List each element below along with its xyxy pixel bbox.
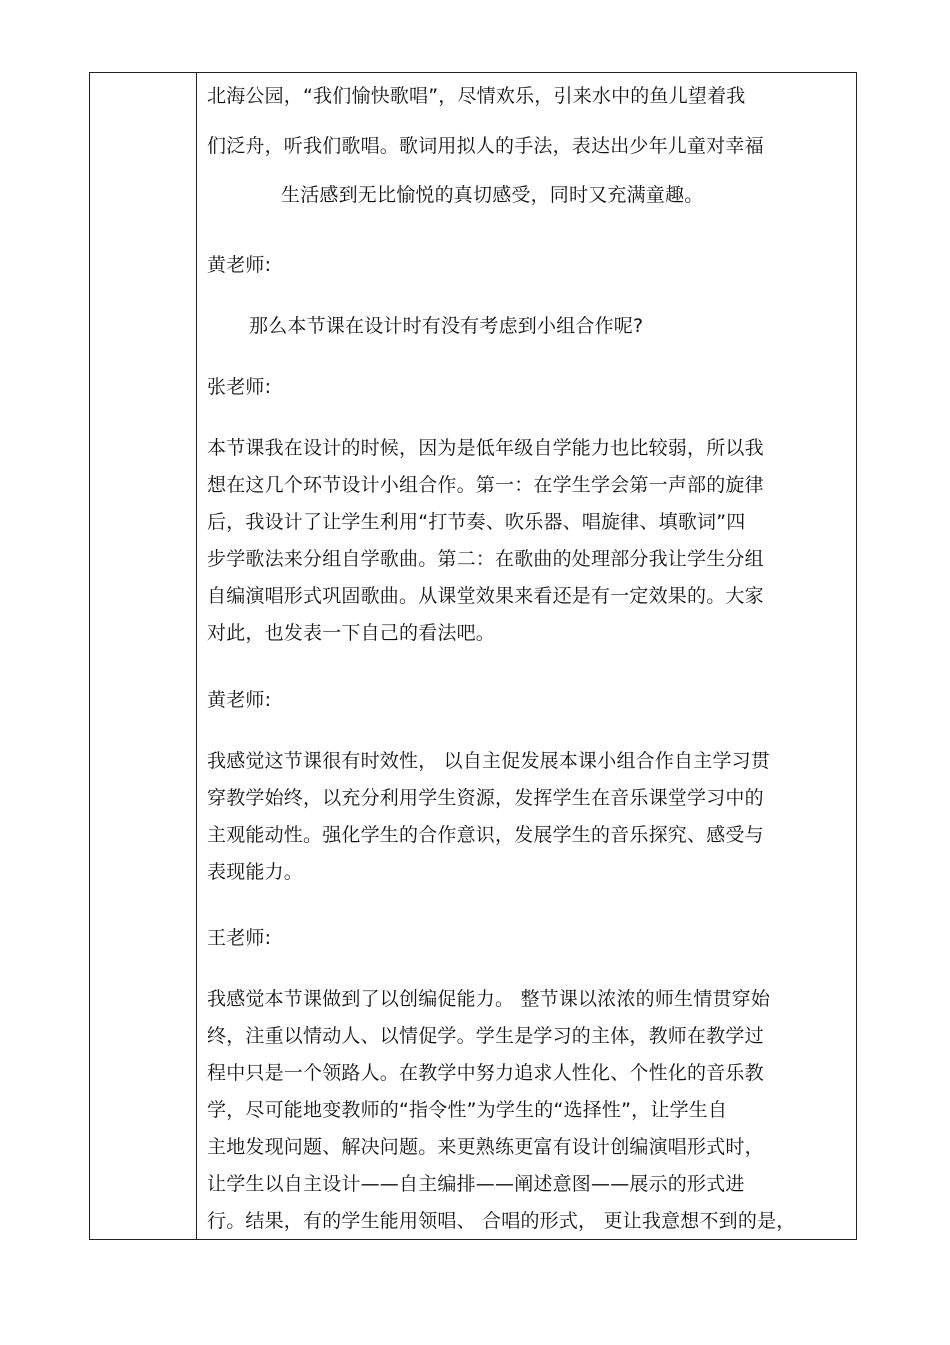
- text-line: 生活感到无比愉悦的真切感受，同时又充满童趣。: [281, 184, 704, 206]
- text-line: 主地发现问题、解决问题。来更熟练更富有设计创编演唱形式时，: [207, 1136, 764, 1158]
- text-line: 我感觉这节课很有时效性， 以自主促发展本课小组合作自主学习贯: [207, 750, 771, 772]
- speaker-label: 黄老师:: [207, 254, 272, 276]
- column-divider: [196, 72, 197, 1240]
- text-line: 让学生以自主设计——自主编排——阐述意图——展示的形式进: [207, 1173, 745, 1195]
- text-line: 本节课我在设计的时候，因为是低年级自学能力也比较弱，所以我: [207, 437, 764, 459]
- text-line: 行。结果，有的学生能用领唱、 合唱的形式， 更让我意想不到的是，: [207, 1210, 796, 1232]
- text-line: 后，我设计了让学生利用“打节奏、吹乐器、唱旋律、填歌词”四: [207, 511, 746, 533]
- text-line: 那么本节课在设计时有没有考虑到小组合作呢?: [249, 315, 644, 337]
- text-line: 终，注重以情动人、以情促学。学生是学习的主体，教师在教学过: [207, 1025, 764, 1047]
- speaker-label: 黄老师:: [207, 689, 272, 711]
- text-line: 想在这几个环节设计小组合作。第一：在学生学会第一声部的旋律: [207, 474, 764, 496]
- text-line: 穿教学始终，以充分利用学生资源，发挥学生在音乐课堂学习中的: [207, 787, 764, 809]
- text-line: 们泛舟，听我们歌唱。歌词用拟人的手法，表达出少年儿童对幸福: [207, 135, 764, 157]
- text-line: 学，尽可能地变教师的“指令性”为学生的“选择性”，让学生自: [207, 1099, 728, 1121]
- text-line: 步学歌法来分组自学歌曲。第二：在歌曲的处理部分我让学生分组: [207, 548, 764, 570]
- text-line: 表现能力。: [207, 861, 304, 883]
- speaker-label: 王老师:: [207, 927, 272, 949]
- text-line: 我感觉本节课做到了以创编促能力。 整节课以浓浓的师生情贯穿始: [207, 988, 771, 1010]
- text-line: 对此，也发表一下自己的看法吧。: [207, 622, 496, 644]
- text-line: 自编演唱形式巩固歌曲。从课堂效果来看还是有一定效果的。大家: [207, 585, 764, 607]
- text-line: 程中只是一个领路人。在教学中努力追求人性化、个性化的音乐教: [207, 1062, 764, 1084]
- text-line: 北海公园，“我们愉快歌唱”，尽情欢乐，引来水中的鱼儿望着我: [207, 85, 746, 107]
- text-line: 主观能动性。强化学生的合作意识，发展学生的音乐探究、感受与: [207, 824, 764, 846]
- speaker-label: 张老师:: [207, 376, 272, 398]
